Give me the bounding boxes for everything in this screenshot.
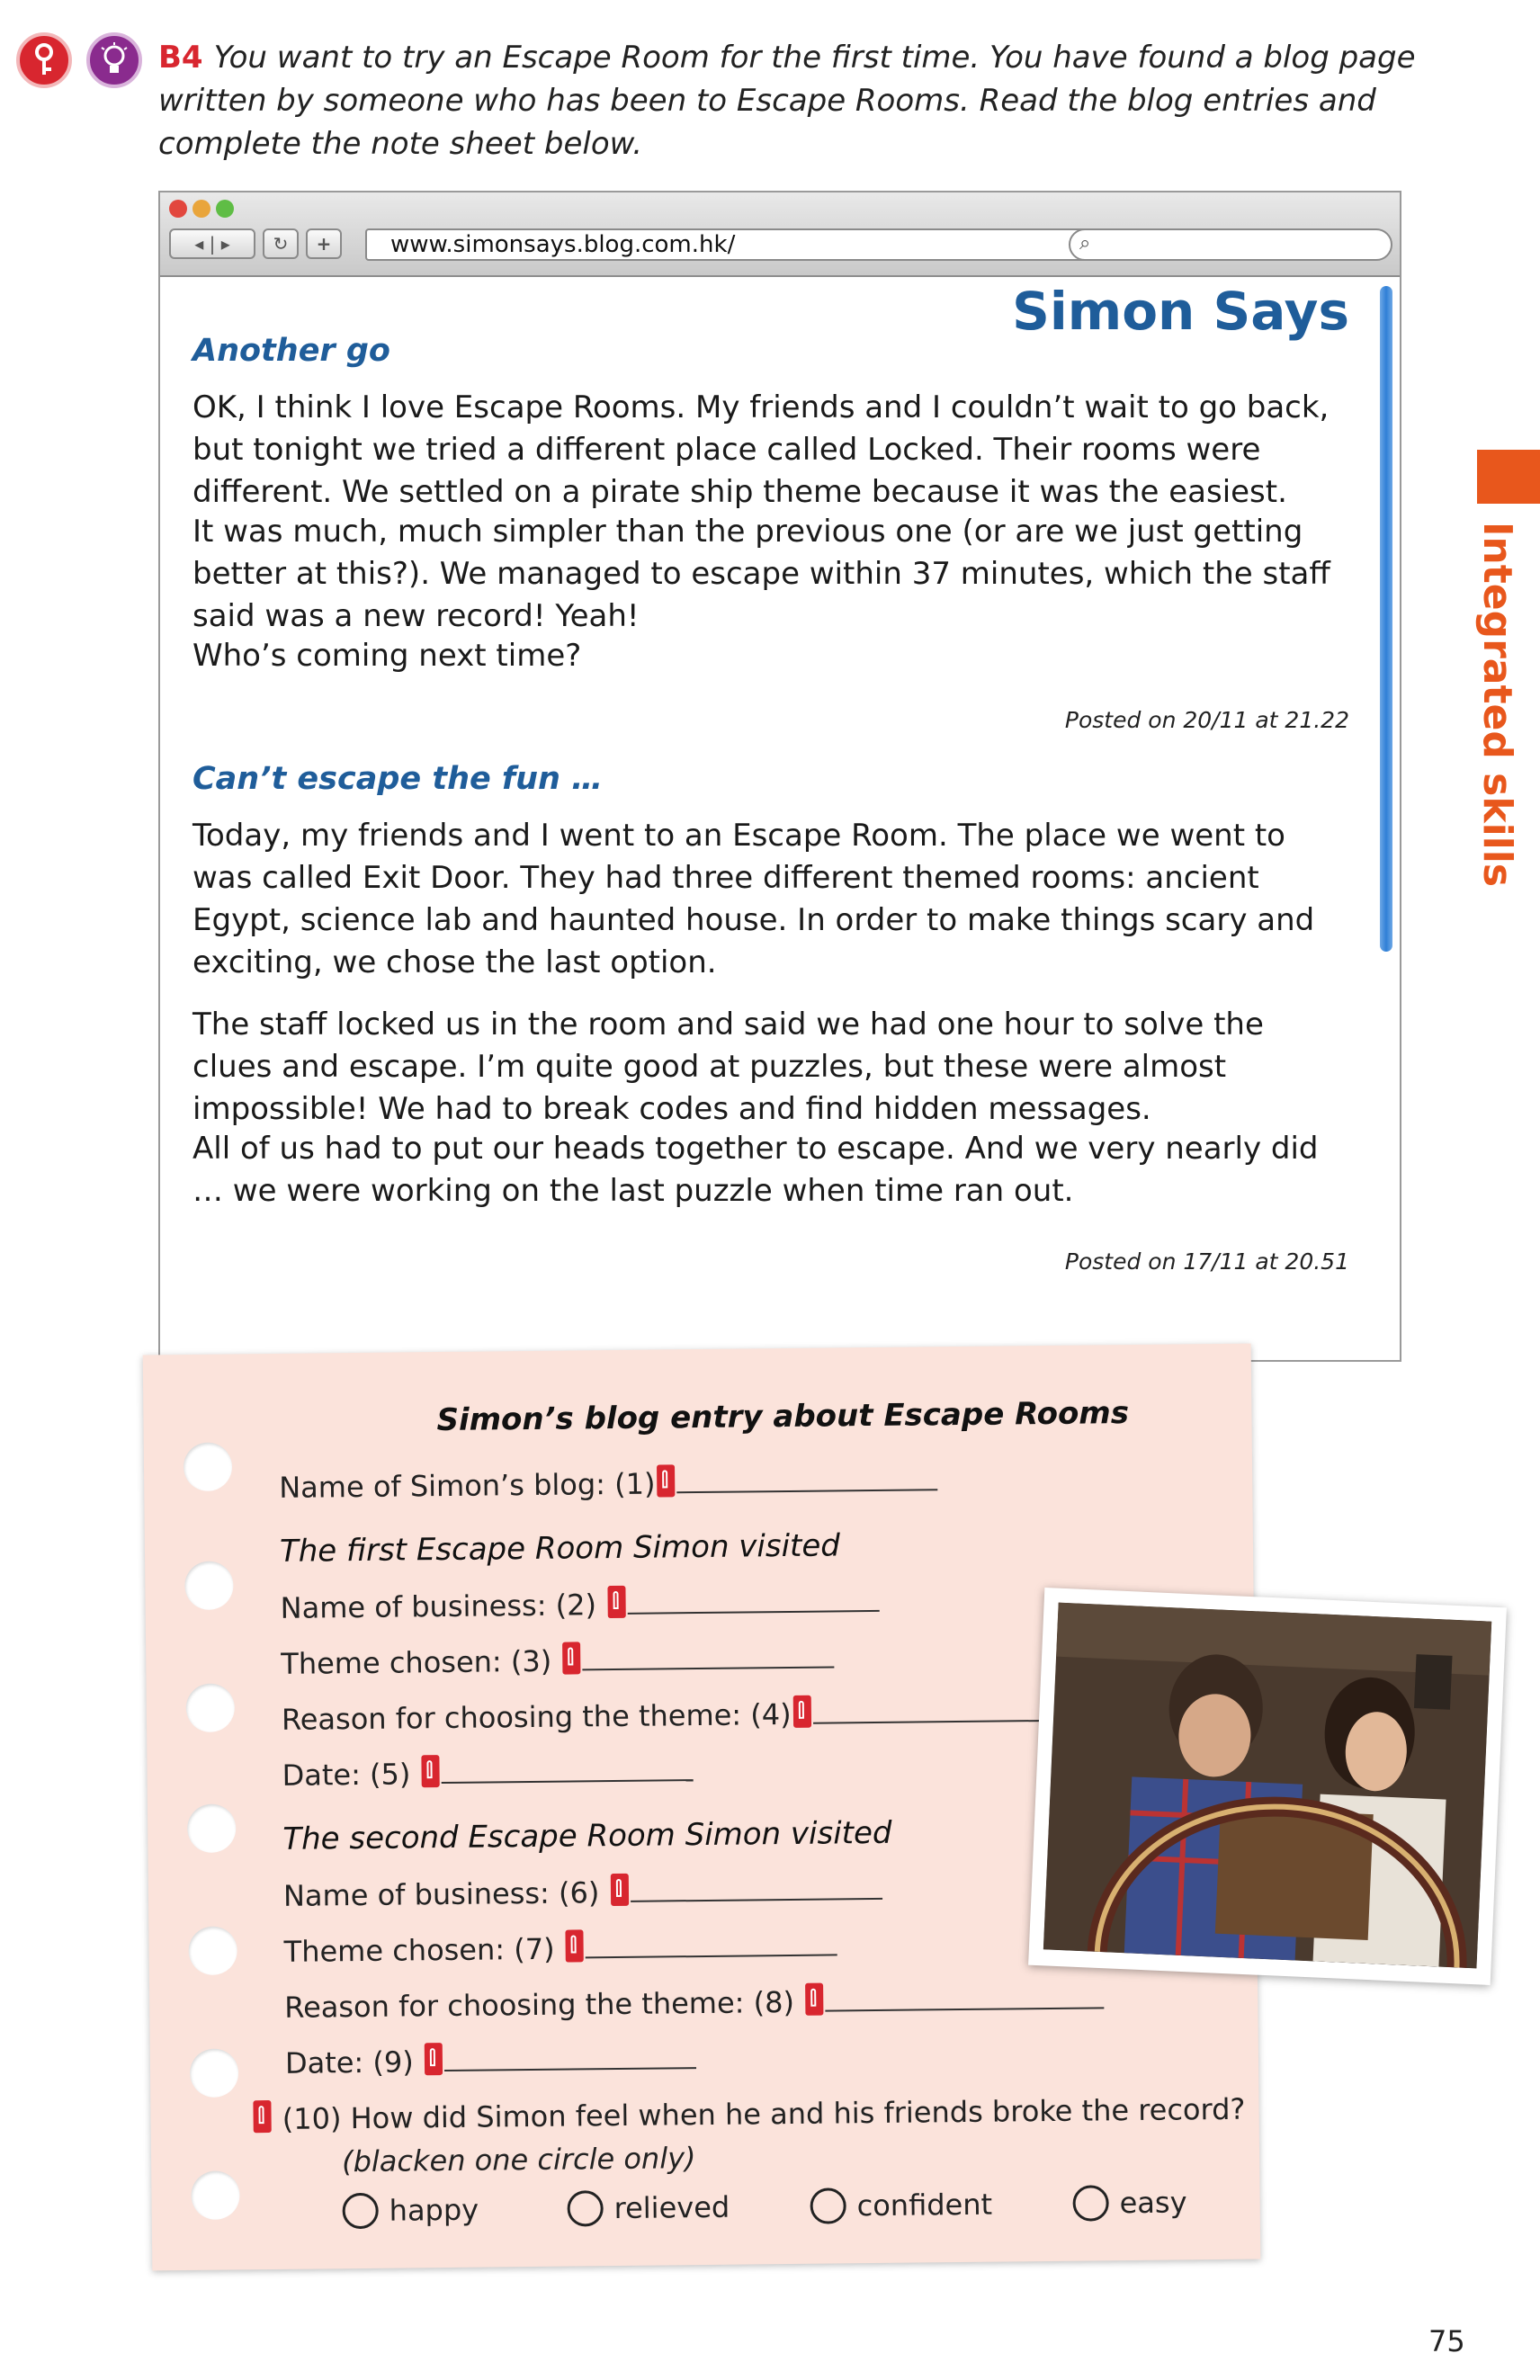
post-paragraph: All of us had to put our heads together to escape. And we very nearly did … we were working on the last puzzle when time ran out. bbox=[192, 1131, 1319, 1209]
side-tab-text: Integrated skills bbox=[1474, 522, 1520, 888]
answer-line[interactable] bbox=[586, 1927, 837, 1958]
key-icon bbox=[562, 1642, 580, 1674]
radio-circle[interactable] bbox=[810, 2188, 846, 2223]
key-icon bbox=[607, 1586, 625, 1618]
radio-circle[interactable] bbox=[567, 2190, 603, 2226]
field-label: Theme chosen: (7) bbox=[283, 1931, 555, 1969]
answer-line[interactable] bbox=[825, 1980, 1104, 2011]
field-label: Name of business: (6) bbox=[282, 1875, 600, 1913]
field-row bbox=[281, 1639, 834, 1680]
browser-toolbar bbox=[160, 192, 1400, 277]
search-icon: ⌕ bbox=[1079, 232, 1091, 255]
answer-line[interactable] bbox=[627, 1583, 879, 1615]
url-text: www.simonsays.blog.com.hk/ bbox=[390, 231, 736, 258]
instruction-text: You want to try an Escape Room for the first time. You have found a blog page written by someone who has been to Escape Rooms. Read the blog entries and complete the note sheet below. bbox=[158, 40, 1416, 162]
binder-hole bbox=[191, 2170, 240, 2220]
close-dot[interactable] bbox=[169, 200, 187, 218]
field-label: Reason for choosing the theme: (4) bbox=[281, 1696, 792, 1737]
question-instruction: (blacken one circle only) bbox=[341, 2141, 696, 2179]
side-tab-label bbox=[1448, 522, 1540, 888]
option-happy[interactable] bbox=[342, 2192, 479, 2230]
back-forward-button[interactable]: ◂ | ▸ bbox=[169, 228, 255, 259]
post-paragraph: OK, I think I love Escape Rooms. My friends and I couldn’t wait to go back, but tonight we tried a different place called Locked. Their rooms were different. We settled on a pirate ship theme because it was the easiest. bbox=[192, 389, 1330, 510]
binder-hole bbox=[190, 2048, 239, 2098]
question-10 bbox=[251, 2090, 1245, 2137]
field-label: Date: (9) bbox=[284, 2044, 414, 2080]
option-label: easy bbox=[1119, 2185, 1187, 2221]
post-heading: Can’t escape the fun … bbox=[192, 761, 604, 797]
field-row bbox=[285, 2040, 696, 2080]
field-row bbox=[280, 1583, 879, 1625]
photo-illustration bbox=[1043, 1603, 1491, 1969]
browser-window bbox=[158, 191, 1401, 1362]
option-easy[interactable] bbox=[1072, 2184, 1186, 2221]
field-row bbox=[283, 1871, 882, 1913]
post-paragraph: Who’s coming next time? bbox=[192, 638, 582, 674]
key-icon bbox=[792, 1696, 810, 1728]
radio-circle[interactable] bbox=[342, 2193, 378, 2229]
option-confident[interactable] bbox=[810, 2187, 992, 2224]
search-field[interactable] bbox=[1069, 228, 1392, 261]
option-label: relieved bbox=[613, 2189, 730, 2226]
binder-hole bbox=[187, 1803, 237, 1853]
reload-button[interactable]: ↻ bbox=[263, 228, 299, 259]
key-icon bbox=[657, 1464, 675, 1497]
zoom-dot[interactable] bbox=[216, 200, 234, 218]
minimize-dot[interactable] bbox=[192, 200, 210, 218]
binder-hole bbox=[188, 1926, 237, 1975]
post-date: Posted on 17/11 at 20.51 bbox=[1064, 1248, 1349, 1275]
field-label: Date: (5) bbox=[282, 1757, 411, 1793]
key-icon bbox=[253, 2100, 271, 2133]
field-row bbox=[282, 1752, 693, 1793]
option-relieved[interactable] bbox=[567, 2189, 730, 2227]
key-icon bbox=[805, 1983, 823, 2016]
key-icon bbox=[421, 1755, 439, 1787]
page-number: 75 bbox=[1428, 2324, 1465, 2358]
field-label: Reason for choosing the theme: (8) bbox=[284, 1984, 795, 2025]
escape-room-photo bbox=[1028, 1588, 1507, 1985]
field-blog-name bbox=[279, 1462, 938, 1505]
address-bar[interactable] bbox=[365, 228, 1175, 261]
key-icon bbox=[610, 1874, 628, 1906]
section-tab-marker bbox=[1477, 450, 1540, 504]
answer-line[interactable] bbox=[630, 1871, 882, 1902]
question-number: B4 bbox=[158, 40, 203, 76]
field-row bbox=[282, 1692, 1092, 1736]
add-tab-button[interactable]: + bbox=[306, 228, 342, 259]
key-icon bbox=[425, 2043, 443, 2075]
blog-title: Simon Says bbox=[1012, 281, 1349, 342]
instruction bbox=[158, 36, 1418, 166]
answer-line[interactable] bbox=[676, 1462, 937, 1493]
field-row bbox=[283, 1927, 837, 1968]
radio-circle[interactable] bbox=[1072, 2185, 1108, 2221]
field-row bbox=[284, 1980, 1104, 2025]
post-paragraph: Today, my friends and I went to an Escape Room. The place we went to was called Exit Door. They had three different themed rooms: ancient Egypt, science lab and haunted house. In order to make things scary and exciting, we chose the last option. bbox=[192, 818, 1315, 980]
lightbulb-icon bbox=[86, 32, 142, 88]
field-label: Name of business: (2) bbox=[280, 1588, 597, 1625]
binder-hole bbox=[186, 1683, 236, 1732]
note-title: Simon’s blog entry about Escape Rooms bbox=[436, 1395, 1130, 1439]
post-paragraph: The staff locked us in the room and said we had one hour to solve the clues and escape. I’m quite good at puzzles, but these were almost impossible! We had to break codes and find hidden messages. bbox=[192, 1007, 1264, 1127]
field-label: Name of Simon’s blog: (1) bbox=[279, 1466, 656, 1505]
post-heading: Another go bbox=[192, 333, 390, 369]
section-heading: The second Escape Room Simon visited bbox=[282, 1814, 892, 1857]
photo-image bbox=[1043, 1603, 1491, 1969]
question-text: (10) How did Simon feel when he and his friends broke the record? bbox=[282, 2091, 1246, 2136]
option-label: confident bbox=[856, 2187, 993, 2223]
binder-hole bbox=[184, 1442, 233, 1491]
key-icon bbox=[566, 1929, 584, 1962]
post-paragraph: It was much, much simpler than the previous one (or are we just getting better at this?). We managed to escape within 37 minutes, which the staff said was a new record! Yeah! bbox=[192, 514, 1330, 634]
answer-line[interactable] bbox=[444, 2040, 696, 2071]
answer-line[interactable] bbox=[582, 1639, 834, 1670]
post-date: Posted on 20/11 at 21.22 bbox=[1064, 707, 1349, 733]
binder-hole bbox=[184, 1561, 234, 1610]
answer-line[interactable] bbox=[441, 1752, 693, 1784]
field-label: Theme chosen: (3) bbox=[281, 1643, 552, 1681]
scrollbar[interactable] bbox=[1378, 282, 1396, 1290]
scrollbar-thumb[interactable] bbox=[1380, 286, 1392, 952]
key-icon bbox=[16, 32, 72, 88]
section-heading: The first Escape Room Simon visited bbox=[279, 1527, 841, 1570]
option-label: happy bbox=[389, 2192, 479, 2228]
